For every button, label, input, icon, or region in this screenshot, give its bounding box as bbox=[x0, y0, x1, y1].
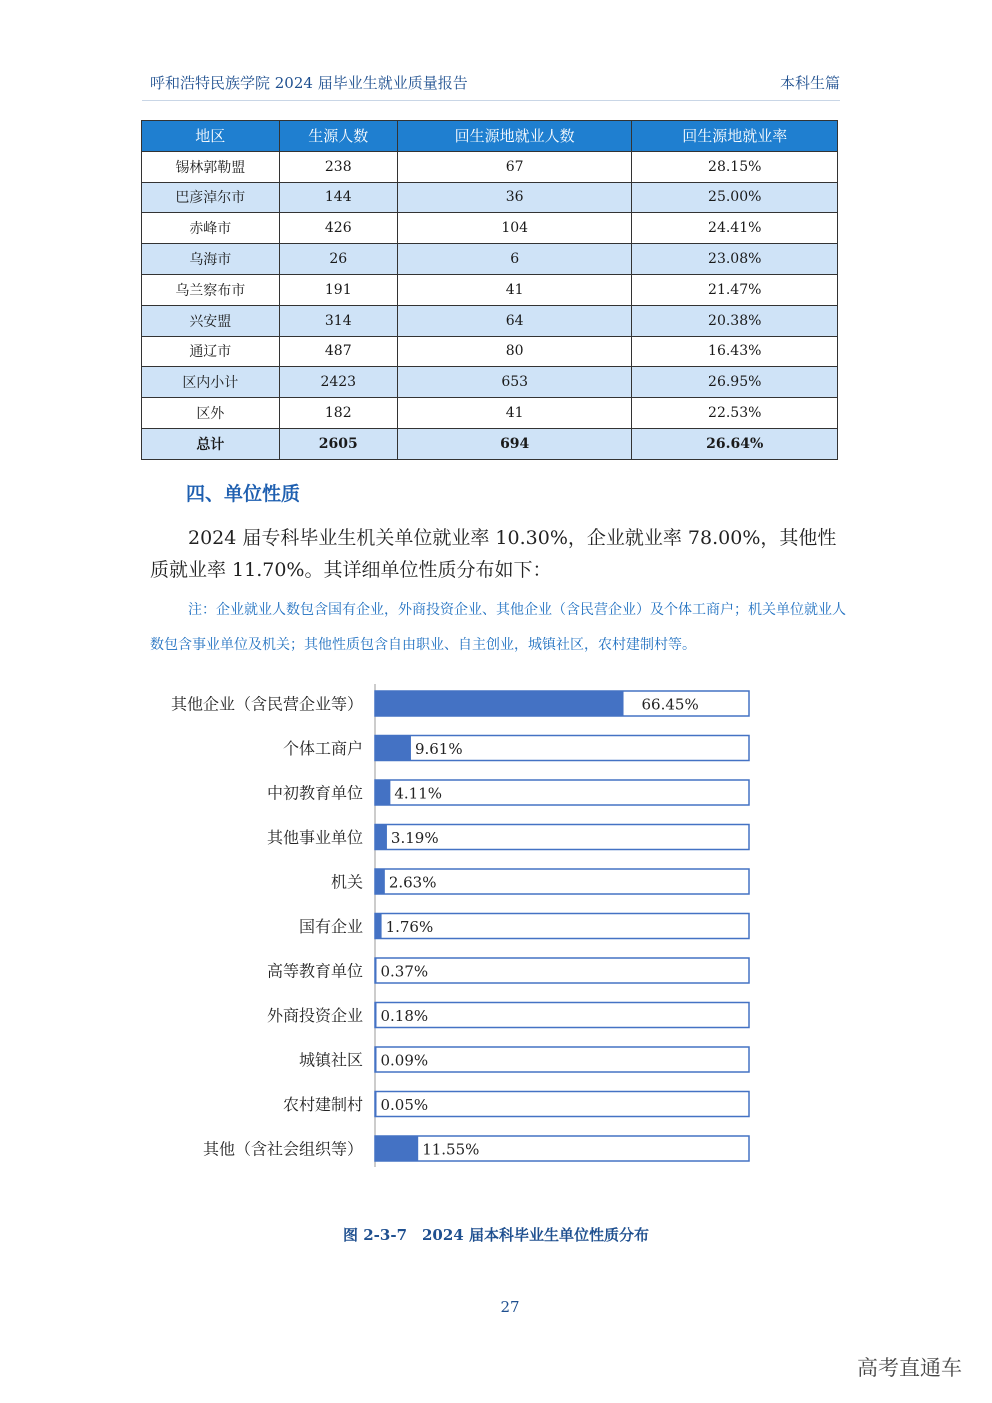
table-row bbox=[142, 336, 838, 367]
table-cell: 26.95% bbox=[632, 367, 838, 398]
table-cell: 23.08% bbox=[632, 244, 838, 275]
origin-employment-table bbox=[141, 120, 838, 460]
category-label: 农村建制村 bbox=[282, 1095, 363, 1114]
category-label: 外商投资企业 bbox=[266, 1006, 363, 1025]
data-label: 3.19% bbox=[390, 829, 439, 847]
table-cell: 乌海市 bbox=[142, 244, 280, 275]
header-title: 呼和浩特民族学院 2024 届毕业生就业质量报告 bbox=[150, 74, 468, 92]
table-row bbox=[142, 305, 838, 336]
table-cell: 41 bbox=[397, 398, 632, 429]
data-label: 0.18% bbox=[380, 1007, 429, 1025]
table-cell: 16.43% bbox=[632, 336, 838, 367]
table-cell: 巴彦淖尔市 bbox=[142, 182, 280, 213]
bar bbox=[375, 691, 624, 716]
data-label: 9.61% bbox=[414, 740, 463, 758]
column-header: 回生源地就业率 bbox=[632, 121, 838, 152]
category-label: 城镇社区 bbox=[298, 1050, 363, 1070]
table-total-row bbox=[142, 428, 838, 459]
bar bbox=[375, 1136, 418, 1161]
table-cell: 锡林郭勒盟 bbox=[142, 151, 280, 182]
data-label: 0.09% bbox=[380, 1051, 429, 1070]
table-row bbox=[142, 274, 838, 305]
table-cell: 赤峰市 bbox=[142, 213, 280, 244]
category-label: 个体工商户 bbox=[282, 739, 363, 758]
data-label: 66.45% bbox=[641, 695, 699, 714]
data-label: 0.05% bbox=[380, 1096, 429, 1114]
page-number: 27 bbox=[500, 1298, 520, 1316]
table-cell: 25.00% bbox=[632, 182, 838, 213]
body-paragraph: 2024 届专科毕业生机关单位就业率 10.30%，企业就业率 78.00%，其他性质就业率 11.70%。其详细单位性质分布如下： bbox=[150, 527, 837, 581]
table-cell: 26.64% bbox=[632, 428, 838, 459]
column-header: 生源人数 bbox=[279, 121, 397, 152]
category-label: 其他企业（含民营企业等） bbox=[170, 694, 363, 714]
table-cell: 67 bbox=[397, 151, 632, 182]
table-cell: 2605 bbox=[279, 428, 397, 459]
table-row bbox=[142, 244, 838, 275]
table-cell: 191 bbox=[279, 274, 397, 305]
category-label: 国有企业 bbox=[298, 917, 363, 936]
column-header: 回生源地就业人数 bbox=[397, 121, 632, 152]
bar bbox=[375, 825, 387, 850]
bar bbox=[375, 1003, 377, 1028]
table-cell: 6 bbox=[397, 244, 632, 275]
table-cell: 64 bbox=[397, 305, 632, 336]
table-row bbox=[142, 367, 838, 398]
table-cell: 总计 bbox=[142, 428, 280, 459]
bar-track bbox=[375, 1047, 749, 1072]
data-label: 0.37% bbox=[380, 962, 429, 981]
bar bbox=[375, 1092, 377, 1117]
column-header: 地区 bbox=[142, 121, 280, 152]
table-cell: 区内小计 bbox=[142, 367, 280, 398]
table-cell: 区外 bbox=[142, 398, 280, 429]
bar bbox=[375, 736, 411, 761]
bar bbox=[375, 869, 385, 894]
table-cell: 182 bbox=[279, 398, 397, 429]
bar bbox=[375, 914, 382, 939]
data-label: 4.11% bbox=[394, 784, 443, 803]
table-cell: 653 bbox=[397, 367, 632, 398]
bar bbox=[375, 958, 377, 983]
bar-track bbox=[375, 1003, 749, 1028]
table-cell: 2423 bbox=[279, 367, 397, 398]
data-label: 11.55% bbox=[422, 1140, 480, 1159]
table-row bbox=[142, 182, 838, 213]
bar-track bbox=[375, 958, 749, 983]
table-header-row bbox=[142, 121, 838, 152]
table-cell: 通辽市 bbox=[142, 336, 280, 367]
table-cell: 24.41% bbox=[632, 213, 838, 244]
table-cell: 426 bbox=[279, 213, 397, 244]
table-cell: 238 bbox=[279, 151, 397, 182]
table-cell: 487 bbox=[279, 336, 397, 367]
figure-caption: 图 2-3-7 2024 届本科毕业生单位性质分布 bbox=[343, 1226, 649, 1244]
table-cell: 314 bbox=[279, 305, 397, 336]
table-row bbox=[142, 151, 838, 182]
table-cell: 兴安盟 bbox=[142, 305, 280, 336]
bar bbox=[375, 780, 390, 805]
watermark: 高考直通车 bbox=[857, 1356, 962, 1380]
table-cell: 694 bbox=[397, 428, 632, 459]
unit-nature-bar-chart bbox=[150, 680, 770, 1190]
table-cell: 41 bbox=[397, 274, 632, 305]
table-cell: 20.38% bbox=[632, 305, 838, 336]
table-cell: 28.15% bbox=[632, 151, 838, 182]
bar-track bbox=[375, 1092, 749, 1117]
table-cell: 26 bbox=[279, 244, 397, 275]
header-section: 本科生篇 bbox=[779, 74, 840, 92]
table-row bbox=[142, 398, 838, 429]
category-label: 机关 bbox=[330, 872, 363, 892]
category-label: 中初教育单位 bbox=[266, 783, 363, 803]
table-cell: 144 bbox=[279, 182, 397, 213]
category-label: 高等教育单位 bbox=[266, 961, 363, 981]
table-cell: 22.53% bbox=[632, 398, 838, 429]
category-label: 其他事业单位 bbox=[266, 828, 363, 847]
bar bbox=[375, 1047, 377, 1072]
header-divider bbox=[142, 100, 840, 101]
category-label: 其他（含社会组织等） bbox=[202, 1139, 363, 1159]
table-cell: 80 bbox=[397, 336, 632, 367]
table-cell: 36 bbox=[397, 182, 632, 213]
section-title: 四、单位性质 bbox=[186, 483, 301, 505]
data-label: 2.63% bbox=[388, 873, 437, 892]
table-cell: 乌兰察布市 bbox=[142, 274, 280, 305]
table-cell: 21.47% bbox=[632, 274, 838, 305]
table-cell: 104 bbox=[397, 213, 632, 244]
note-text: 注：企业就业人数包含国有企业，外商投资企业、其他企业（含民营企业）及个体工商户；机关单位就业人数包含事业单位及机关；其他性质包含自由职业、自主创业，城镇社区，农村建制村等。 bbox=[150, 602, 846, 653]
table-row bbox=[142, 213, 838, 244]
data-label: 1.76% bbox=[385, 918, 434, 936]
